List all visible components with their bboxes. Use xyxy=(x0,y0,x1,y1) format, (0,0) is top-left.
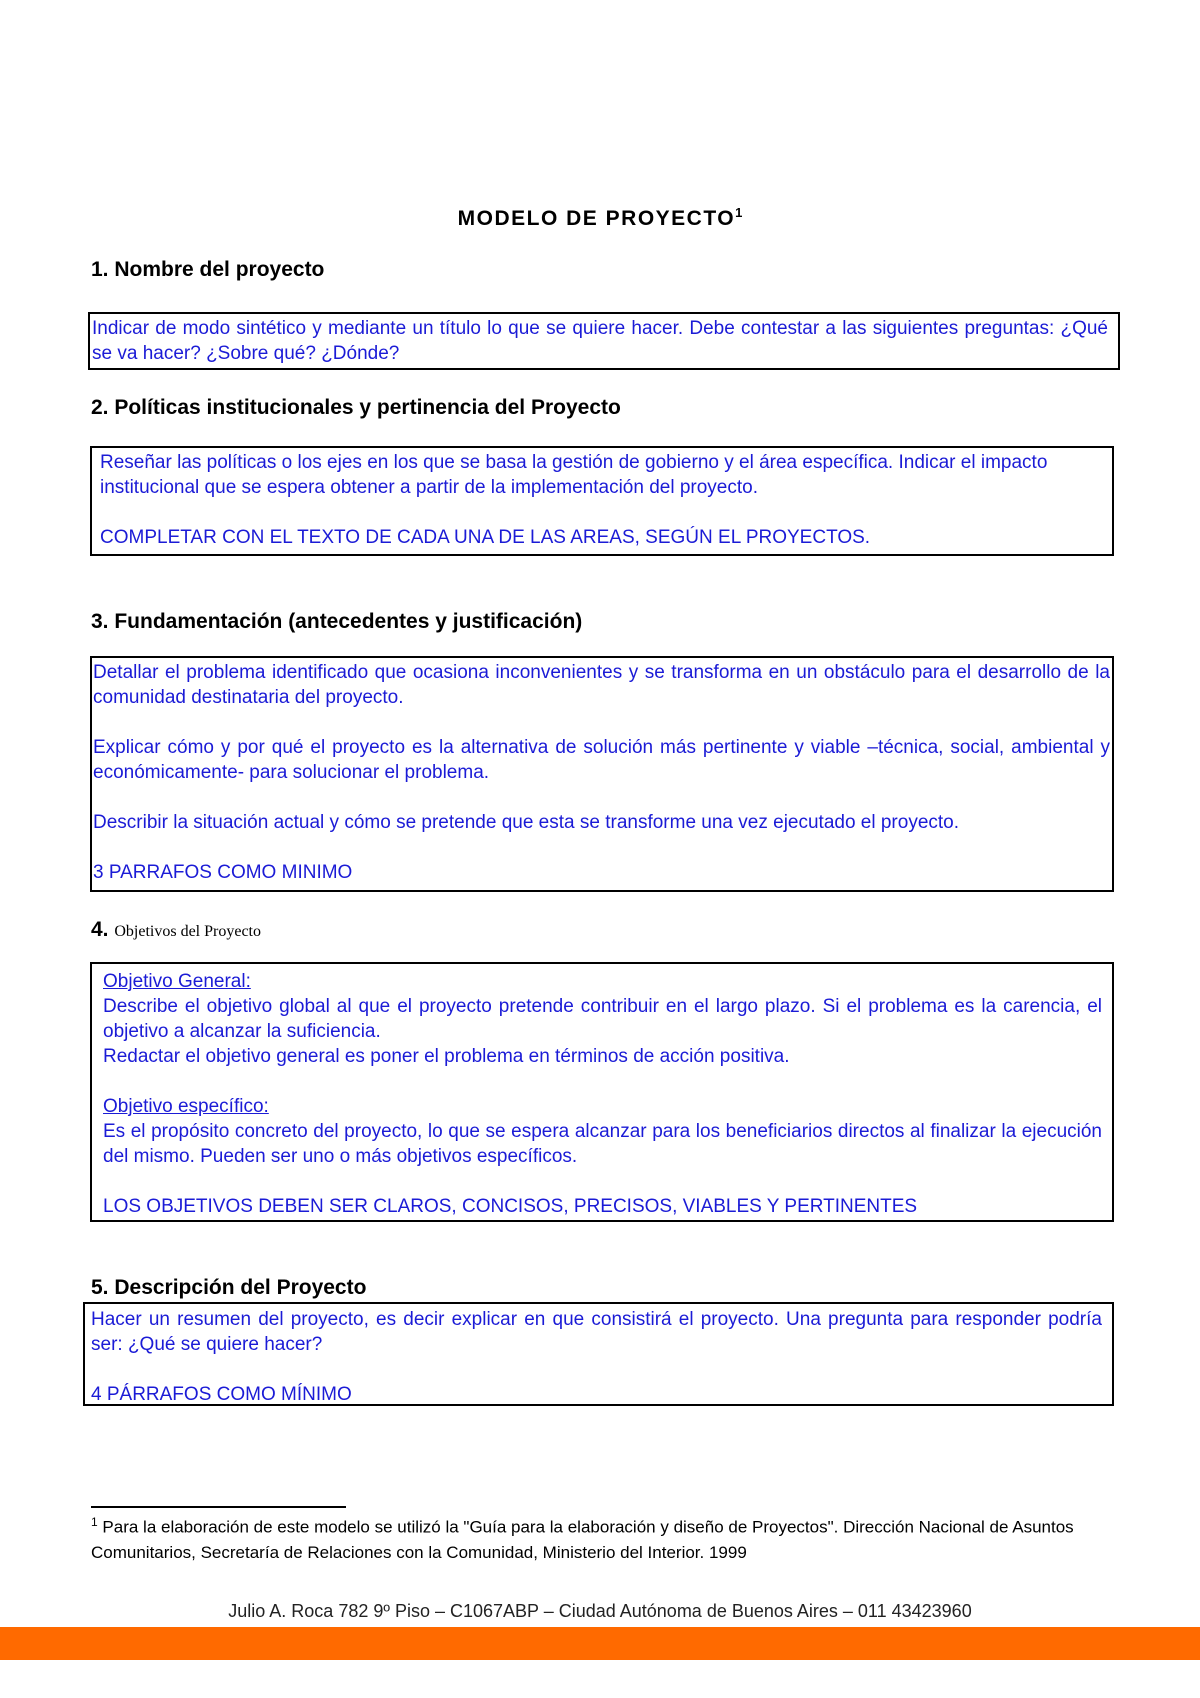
section-4-box xyxy=(90,962,1114,1222)
objective-general-label: Objetivo General: xyxy=(103,971,251,992)
footer-orange-bar xyxy=(0,1627,1200,1660)
section-5-paragraph-1: Hacer un resumen del proyecto, es decir explicar en que consistirá el proyecto. Una pregunta para responder podría ser: ¿Qué se quiere hacer? xyxy=(91,1309,1102,1355)
section-1-box xyxy=(88,312,1120,370)
section-1-paragraph: Indicar de modo sintético y mediante un título lo que se quiere hacer. Debe contestar a las siguientes preguntas: ¿Qué se va hacer? ¿Sobre qué? ¿Dónde? xyxy=(92,318,1108,364)
section-4-heading: 4. Objetivos del Proyecto xyxy=(91,918,261,941)
footnote: $^1$ Para la elaboración de este modelo se utilizó la "Guía para la elaboración y diseño de Proyectos". Dirección Nacional de Asuntos Comunitarios, Secretaría de Relaciones con la Comunidad, Ministerio del Interior. 1999 xyxy=(91,1515,1074,1562)
objective-specific-label: Objetivo específico: xyxy=(103,1096,269,1117)
section-3-box xyxy=(90,656,1114,892)
section-5-paragraph-2: 4 PÁRRAFOS COMO MÍNIMO xyxy=(91,1384,352,1405)
section-1-heading: 1. Nombre del proyecto xyxy=(91,258,325,281)
objective-general-paragraph-1: Describe el objetivo global al que el proyecto pretende contribuir en el largo plazo. Si el problema es la carencia, el objetivo a alcanzar la suficiencia. xyxy=(103,996,1102,1042)
section-3-paragraph-1: Detallar el problema identificado que ocasiona inconvenientes y se transforma en un obstáculo para el desarrollo de la comunidad destinataria del proyecto. xyxy=(93,662,1110,708)
page-title: MODELO DE PROYECTO$^1$ xyxy=(457,205,743,230)
section-3-paragraph-3: Describir la situación actual y cómo se pretende que esta se transforme una vez ejecutado el proyecto. xyxy=(93,812,960,833)
section-3-paragraph-2: Explicar cómo y por qué el proyecto es la alternativa de solución más pertinente y viable –técnica, social, ambiental y económicamente- para solucionar el problema. xyxy=(93,737,1110,783)
objective-specific-paragraph: Es el propósito concreto del proyecto, lo que se espera alcanzar para los beneficiarios directos al finalizar la ejecución del mismo. Pueden ser uno o más objetivos específicos. xyxy=(103,1121,1102,1167)
title-footnote-mark: 1 xyxy=(735,205,743,220)
section-5-box xyxy=(83,1302,1114,1406)
objective-general-paragraph-2: Redactar el objetivo general es poner el problema en términos de acción positiva. xyxy=(103,1046,790,1067)
section-5-heading: 5. Descripción del Proyecto xyxy=(91,1276,367,1299)
objectives-closing-note: LOS OBJETIVOS DEBEN SER CLAROS, CONCISOS, PRECISOS, VIABLES Y PERTINENTES xyxy=(103,1196,918,1217)
section-2-box xyxy=(90,446,1114,556)
section-2-heading: 2. Políticas institucionales y pertinencia del Proyecto xyxy=(91,396,621,419)
section-2-paragraph-2: COMPLETAR CON EL TEXTO DE CADA UNA DE LAS AREAS, SEGÚN EL PROYECTOS. xyxy=(100,527,871,548)
footer-address: Julio A. Roca 782 9º Piso – C1067ABP – Ciudad Autónoma de Buenos Aires – 011 43423960 xyxy=(228,1601,972,1621)
section-2-paragraph-1: Reseñar las políticas o los ejes en los que se basa la gestión de gobierno y el área específica. Indicar el impacto institucional que se espera obtener a partir de la implementación del proyecto. xyxy=(100,452,1048,498)
section-3-heading: 3. Fundamentación (antecedentes y justificación) xyxy=(91,610,583,633)
footnote-separator xyxy=(91,1506,346,1508)
section-3-paragraph-4: 3 PARRAFOS COMO MINIMO xyxy=(93,862,353,883)
